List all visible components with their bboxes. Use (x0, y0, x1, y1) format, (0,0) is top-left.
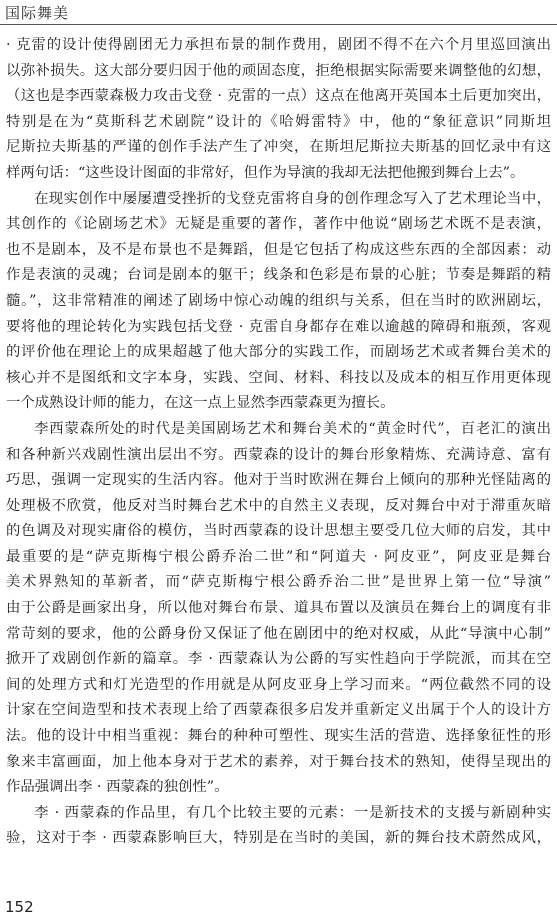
text-line: （这也是李西蒙森极力攻击戈登 · 克雷的一点）这点在他离开英国本土后更加突出， (6, 88, 551, 105)
text-line: 巧思，强调一定现实的生活内容。他对于当时欧洲在舞台上倾向的那种光怪陆离的 (6, 472, 551, 489)
text-line: 在现实创作中屡屡遭受挫折的戈登克雷将自身的创作理念写入了艺术理论当中， (34, 190, 551, 207)
header-rule (0, 24, 557, 25)
text-line: 一个成熟设计师的能力，在这一点上显然李西蒙森更为擅长。 (6, 395, 395, 412)
paragraph (6, 417, 551, 801)
text-line: 法。他的设计中相当重视：舞台的种种可塑性、现实生活的营造、选择象征性的形 (6, 728, 551, 745)
page-number: 152 (5, 898, 34, 916)
text-line: 最重要的是“萨克斯梅宁根公爵乔治二世”和“阿道夫 · 阿皮亚”，阿皮亚是舞台 (6, 548, 551, 565)
text-line: 和各种新兴戏剧性演出层出不穷。西蒙森的设计的舞台形象精炼、充满诗意、富有 (6, 446, 551, 463)
text-line: 常苛刻的要求，他的公爵身份又保证了他在剧团中的绝对权威，从此“导演中心制” (6, 625, 551, 642)
text-line: 掀开了戏剧创作新的篇章。李 · 西蒙森认为公爵的写实性趋向于学院派，而其在空 (6, 651, 551, 668)
paragraph (6, 33, 551, 187)
text-line: 特别是在为“莫斯科艺术剧院”设计的《哈姆雷特》中，他的“象征意识”同斯坦 (6, 113, 551, 130)
text-line: 由于公爵是画家出身，所以他对舞台布景、道具布置以及演员在舞台上的调度有非 (6, 600, 551, 617)
text-line: 李 · 西蒙森的作品里，有几个比较主要的元素：一是新技术的支援与新剧种实 (34, 804, 551, 821)
text-line: 的色调及对现实庸俗的模仿，当时西蒙森的设计思想主要受几位大师的启发，其中 (6, 523, 551, 540)
text-line: · 克雷的设计使得剧团无力承担布景的制作费用，剧团不得不在六个月里巡回演出 (6, 37, 551, 53)
text-line: 以弥补损失。这大部分要归因于他的顽固态度，拒绝根据实际需要来调整他的幻想， (6, 62, 551, 79)
running-header (0, 0, 557, 24)
body-text (6, 33, 551, 852)
text-line: 其创作的《论剧场艺术》无疑是重要的著作，著作中他说“剧场艺术既不是表演， (6, 216, 551, 233)
text-line: 也不是剧本，及不是布景也不是舞蹈，但是它包括了构成这些东西的全部因素：动 (6, 241, 551, 258)
text-line: 间的处理方式和灯光造型的作用就是从阿皮亚身上学习而来。“两位截然不同的设 (6, 676, 551, 693)
text-line: 处理极不欣赏，他反对当时舞台艺术中的自然主义表现，反对舞台中对于滞重灰暗 (6, 497, 551, 514)
paragraph (6, 187, 551, 417)
text-line: 要将他的理论转化为实践包括戈登 · 克雷自身都存在难以逾越的障碍和瓶颈，客观 (6, 318, 551, 335)
paragraph (6, 801, 551, 852)
text-line: 计家在空间造型和技术表现上给了西蒙森很多启发并重新定义出属于个人的设计方 (6, 702, 551, 719)
text-line: 核心并不是图纸和文字本身，实践、空间、材料、科技以及成本的相互作用更体现 (6, 369, 551, 386)
text-line: 髓。”，这非常精准的阐述了剧场中惊心动魄的组织与关系，但在当时的欧洲剧坛， (6, 292, 551, 309)
text-line: 李西蒙森所处的时代是美国剧场艺术和舞台美术的“黄金时代”，百老汇的演出 (34, 420, 551, 437)
text-line: 作品强调出李 · 西蒙森的独创性”。 (6, 779, 229, 796)
text-line: 美术界熟知的革新者，而“萨克斯梅宁根公爵乔治二世”是世界上第一位“导演” (6, 574, 551, 591)
text-line: 样两句话：“这些设计图面的非常好，但作为导演的我却无法把他搬到舞台上去”。 (6, 164, 525, 181)
text-line: 象来丰富画面，加上他本身对于艺术的素养，对于舞台技术的熟知，使得呈现出的 (6, 753, 551, 770)
text-line: 尼斯拉夫斯基的严谨的创作手法产生了冲突，在斯坦尼斯拉夫斯基的回忆录中有这 (6, 139, 551, 156)
text-line: 作是表演的灵魂；台词是剧本的躯干；线条和色彩是布景的心脏；节奏是舞蹈的精 (6, 267, 551, 284)
text-line: 的评价他在理论上的成果超越了他大部分的实践工作，而剧场艺术或者舞台美术的 (6, 344, 551, 361)
text-line: 验，这对于李 · 西蒙森影响巨大，特别是在当时的美国，新的舞台技术蔚然成风， (6, 830, 551, 847)
header-title: 国际舞美 (5, 4, 70, 22)
